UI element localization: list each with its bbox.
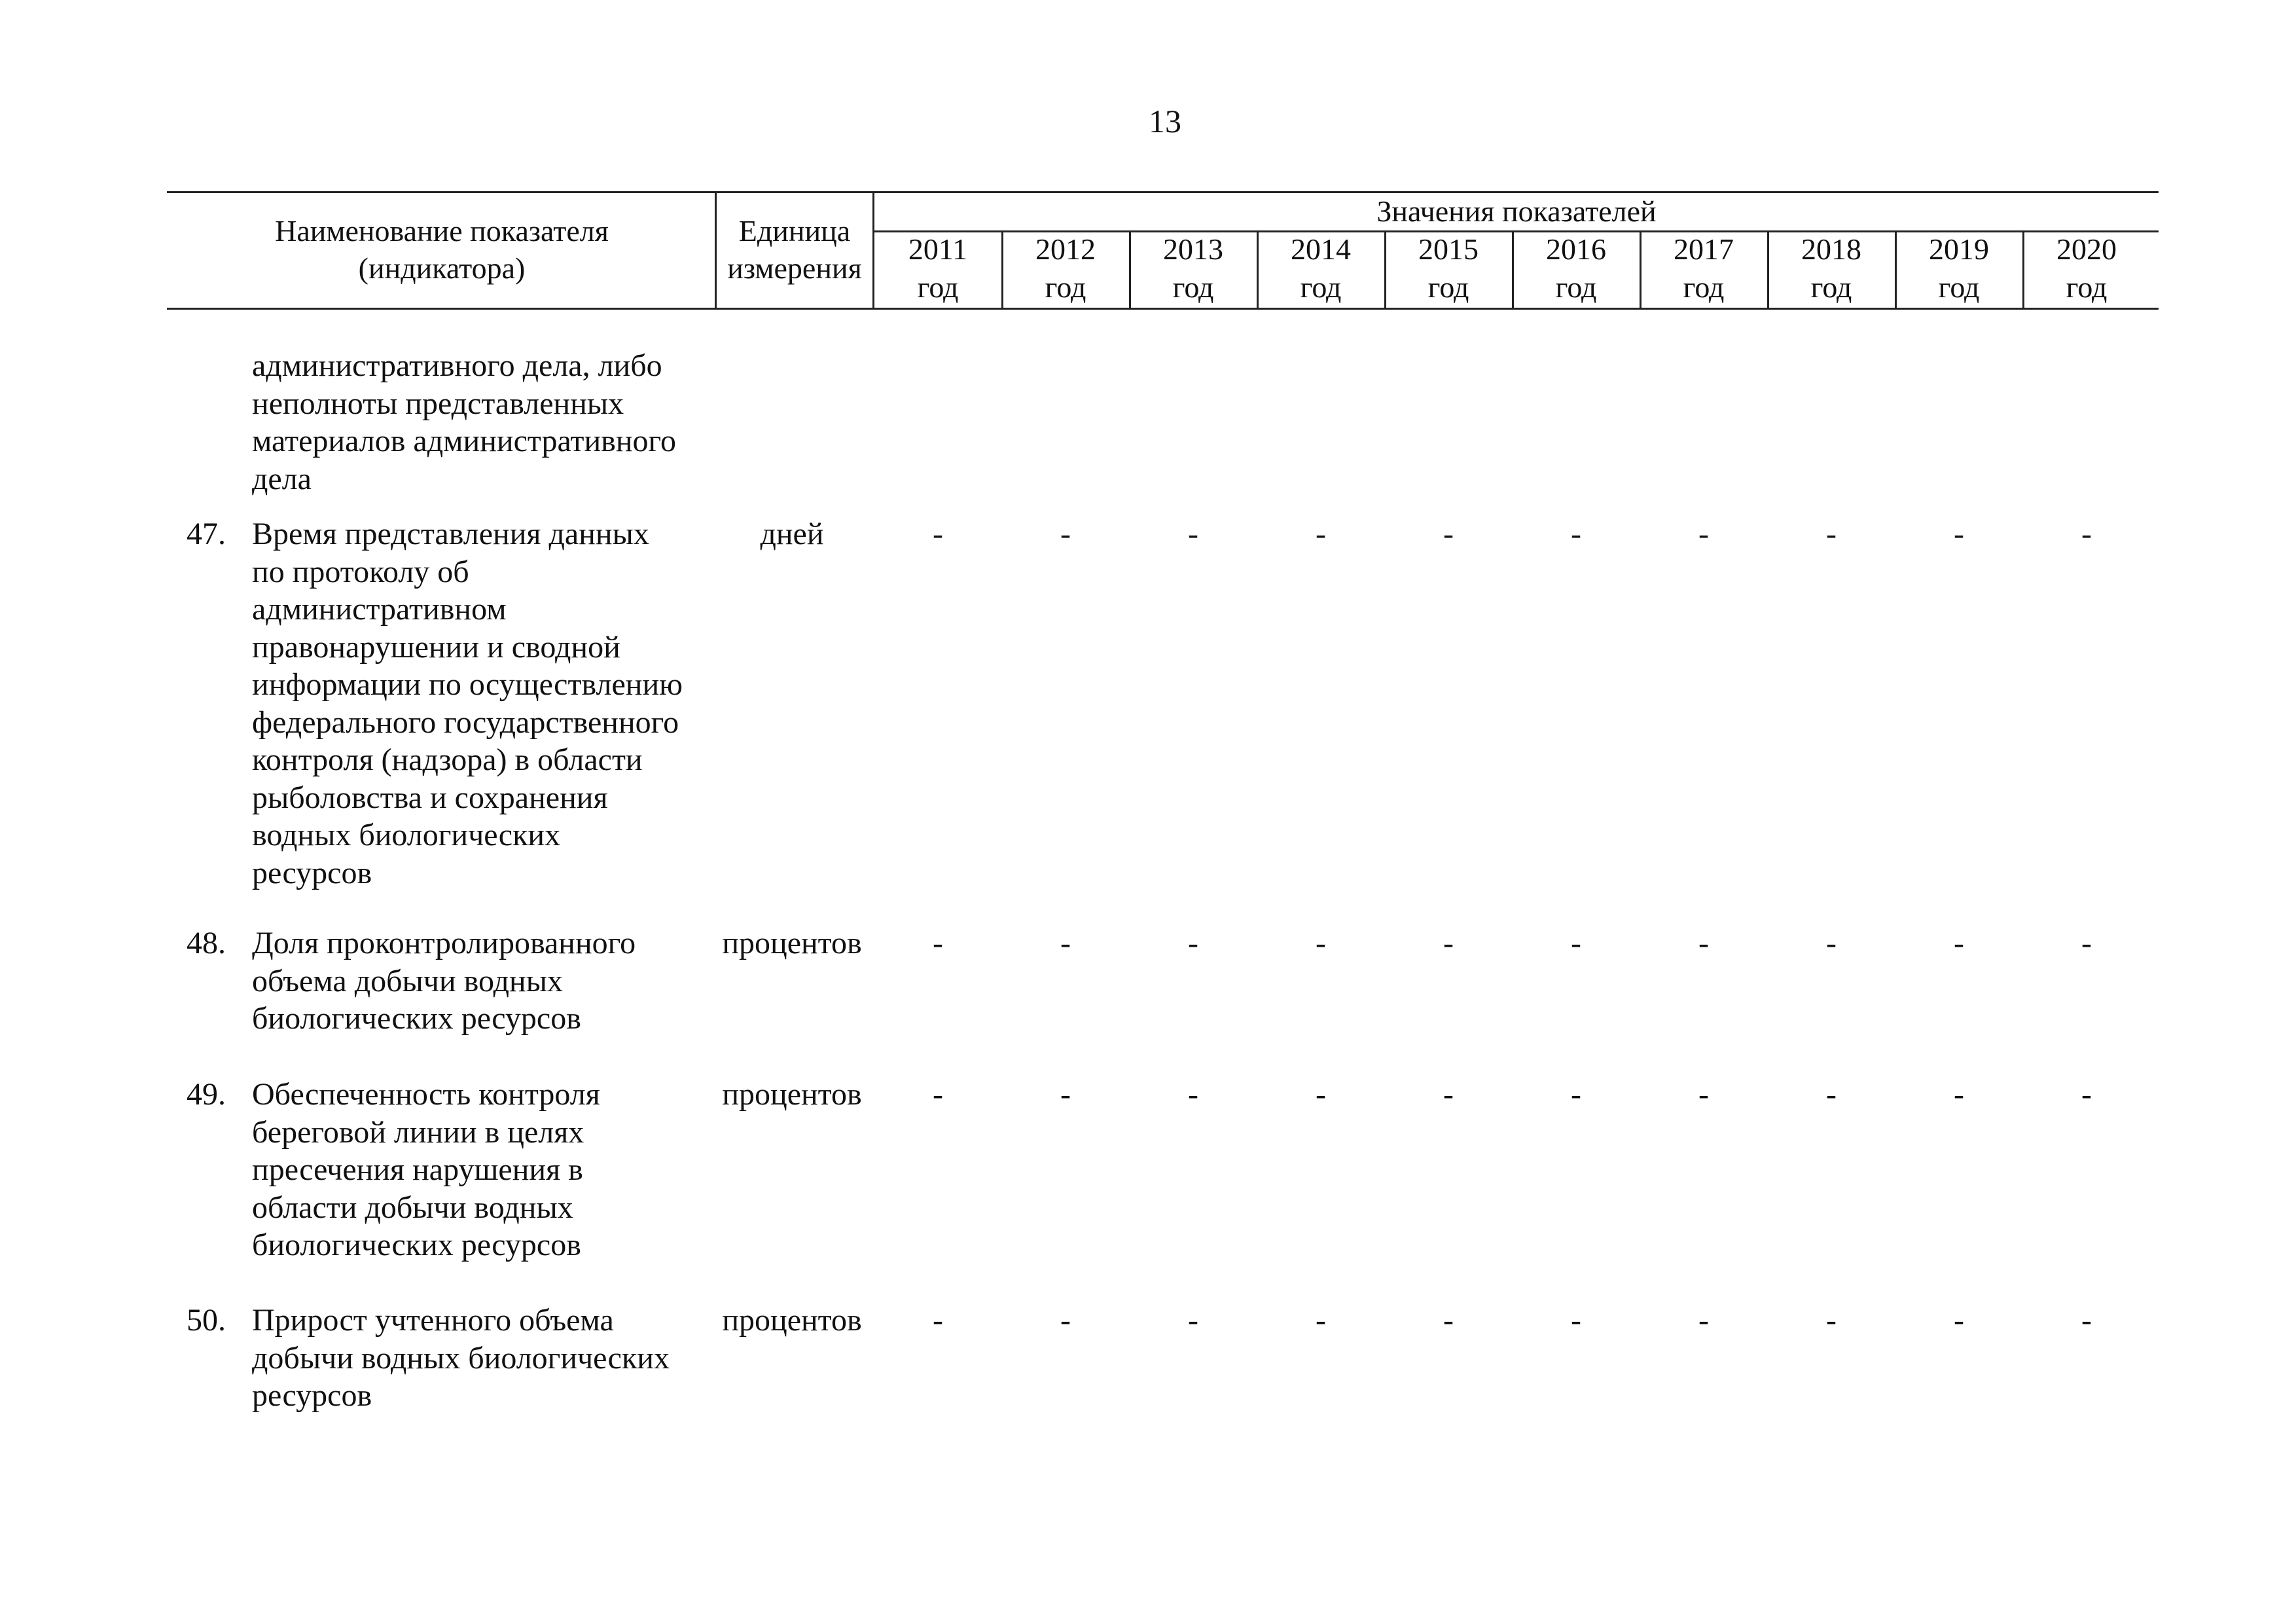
row-name-line: водных биологических: [252, 818, 561, 852]
row-unit: процентов: [722, 1303, 862, 1338]
row-value-2012: -: [1060, 1077, 1071, 1112]
header-indicator-name-line: Наименование показателя: [275, 214, 609, 247]
row-value-2016: -: [1571, 517, 1581, 551]
header-year-2015: [1385, 230, 1512, 306]
row-value-2011: -: [933, 1077, 943, 1112]
row-name-line: добычи водных биологических: [252, 1340, 670, 1376]
header-year-suffix: год: [1938, 270, 1980, 304]
row-value-2014: -: [1316, 517, 1326, 551]
header-year-2020: [2023, 230, 2150, 306]
header-year-2011: [874, 230, 1001, 306]
row-indicator-name: [252, 1076, 723, 1264]
row-value-2018: -: [1826, 926, 1837, 960]
row-name-line: биологических ресурсов: [252, 1001, 581, 1036]
row-number: 49.: [187, 1077, 226, 1112]
row-value-2013: -: [1188, 926, 1198, 960]
row-value-2011: -: [933, 517, 943, 551]
row-value-2017: -: [1698, 926, 1709, 960]
header-unit-line: Единица: [738, 214, 851, 247]
row-name-line: береговой линии в целях: [252, 1114, 584, 1150]
header-year-number: 2017: [1674, 232, 1734, 266]
row-value-2011: -: [933, 926, 943, 960]
row-name-line: объема добычи водных: [252, 963, 563, 998]
header-year-suffix: год: [1427, 270, 1469, 304]
header-year-2016: [1513, 230, 1640, 306]
row-name-line: правонарушении и сводной: [252, 629, 620, 665]
row-value-2018: -: [1826, 1303, 1837, 1338]
header-unit-line: измерения: [727, 251, 862, 285]
row-value-2012: -: [1060, 926, 1071, 960]
header-year-suffix: год: [1300, 270, 1342, 304]
header-values-title: Значения показателей: [1376, 194, 1657, 228]
row-number: 50.: [187, 1303, 226, 1338]
row-value-2016: -: [1571, 1303, 1581, 1338]
header-year-number: 2011: [908, 232, 968, 266]
row-unit: процентов: [722, 1077, 862, 1112]
row-name-line: рыболовства и сохранения: [252, 780, 608, 815]
row-value-2020: -: [2081, 1303, 2092, 1338]
row-value-2014: -: [1316, 1077, 1326, 1112]
header-year-2017: [1640, 230, 1767, 306]
row-value-2019: -: [1954, 1303, 1964, 1338]
row-indicator-name: [252, 515, 723, 892]
row-value-2019: -: [1954, 517, 1964, 551]
header-year-2014: [1257, 230, 1384, 306]
row-value-2013: -: [1188, 1077, 1198, 1112]
row-unit: процентов: [722, 926, 862, 960]
header-year-suffix: год: [1172, 270, 1214, 304]
row-value-2015: -: [1443, 517, 1454, 551]
header-year-suffix: год: [1555, 270, 1597, 304]
row-value-2012: -: [1060, 1303, 1071, 1338]
row-indicator-name: [252, 1302, 723, 1415]
header-year-number: 2018: [1801, 232, 1861, 266]
header-year-number: 2012: [1035, 232, 1096, 266]
row-value-2019: -: [1954, 1077, 1964, 1112]
header-year-number: 2014: [1291, 232, 1351, 266]
row-value-2017: -: [1698, 1303, 1709, 1338]
row-value-2012: -: [1060, 517, 1071, 551]
row-name-line: ресурсов: [252, 1378, 372, 1413]
row-number: 47.: [187, 517, 226, 551]
continuation-line: дела: [252, 461, 312, 496]
row-name-line: биологических ресурсов: [252, 1228, 581, 1262]
header-year-number: 2020: [2056, 232, 2117, 266]
row-name-line: ресурсов: [252, 855, 372, 890]
row-value-2013: -: [1188, 1303, 1198, 1338]
header-year-number: 2013: [1163, 232, 1223, 266]
row-name-line: Время представления данных: [252, 517, 649, 551]
header-year-suffix: год: [1045, 270, 1086, 304]
row-value-2020: -: [2081, 517, 2092, 551]
row-unit: дней: [760, 517, 824, 551]
row-number: 48.: [187, 926, 226, 960]
continuation-text: [252, 347, 723, 498]
header-year-number: 2015: [1418, 232, 1479, 266]
row-value-2014: -: [1316, 1303, 1326, 1338]
row-name-line: Обеспеченность контроля: [252, 1077, 600, 1112]
row-name-line: контроля (надзора) в области: [252, 742, 643, 777]
row-value-2017: -: [1698, 1077, 1709, 1112]
header-year-2013: [1130, 230, 1257, 306]
row-value-2020: -: [2081, 1077, 2092, 1112]
row-name-line: по протоколу об: [252, 554, 469, 589]
row-name-line: Прирост учтенного объема: [252, 1303, 614, 1338]
row-name-line: информации по осуществлению: [252, 667, 683, 702]
continuation-line: материалов административного: [252, 424, 677, 458]
row-value-2015: -: [1443, 1303, 1454, 1338]
row-value-2018: -: [1826, 1077, 1837, 1112]
header-unit: [717, 212, 872, 287]
row-name-line: Доля проконтролированного: [252, 926, 636, 960]
page-number: 13: [1149, 103, 1181, 139]
header-indicator-name-line: (индикатора): [358, 251, 526, 285]
row-value-2020: -: [2081, 926, 2092, 960]
row-indicator-name: [252, 924, 723, 1038]
header-year-suffix: год: [1683, 270, 1725, 304]
header-year-suffix: год: [2066, 270, 2108, 304]
header-year-2012: [1002, 230, 1129, 306]
row-value-2016: -: [1571, 1077, 1581, 1112]
row-value-2019: -: [1954, 926, 1964, 960]
header-year-number: 2019: [1929, 232, 1989, 266]
row-name-line: пресечения нарушения в: [252, 1152, 583, 1187]
row-value-2016: -: [1571, 926, 1581, 960]
continuation-line: неполноты представленных: [252, 386, 624, 421]
header-indicator-name: [170, 212, 713, 287]
row-value-2013: -: [1188, 517, 1198, 551]
row-name-line: федерального государственного: [252, 704, 679, 740]
row-name-line: административном: [252, 592, 507, 627]
row-name-line: области добычи водных: [252, 1190, 573, 1225]
header-year-2018: [1768, 230, 1895, 306]
row-value-2011: -: [933, 1303, 943, 1338]
row-value-2018: -: [1826, 517, 1837, 551]
header-year-2019: [1895, 230, 2022, 306]
header-bottom-rule: [167, 308, 2159, 310]
row-value-2014: -: [1316, 926, 1326, 960]
row-value-2017: -: [1698, 517, 1709, 551]
row-value-2015: -: [1443, 926, 1454, 960]
header-year-number: 2016: [1546, 232, 1606, 266]
header-year-suffix: год: [1810, 270, 1852, 304]
header-year-suffix: год: [917, 270, 959, 304]
continuation-line: административного дела, либо: [252, 348, 662, 383]
row-value-2015: -: [1443, 1077, 1454, 1112]
